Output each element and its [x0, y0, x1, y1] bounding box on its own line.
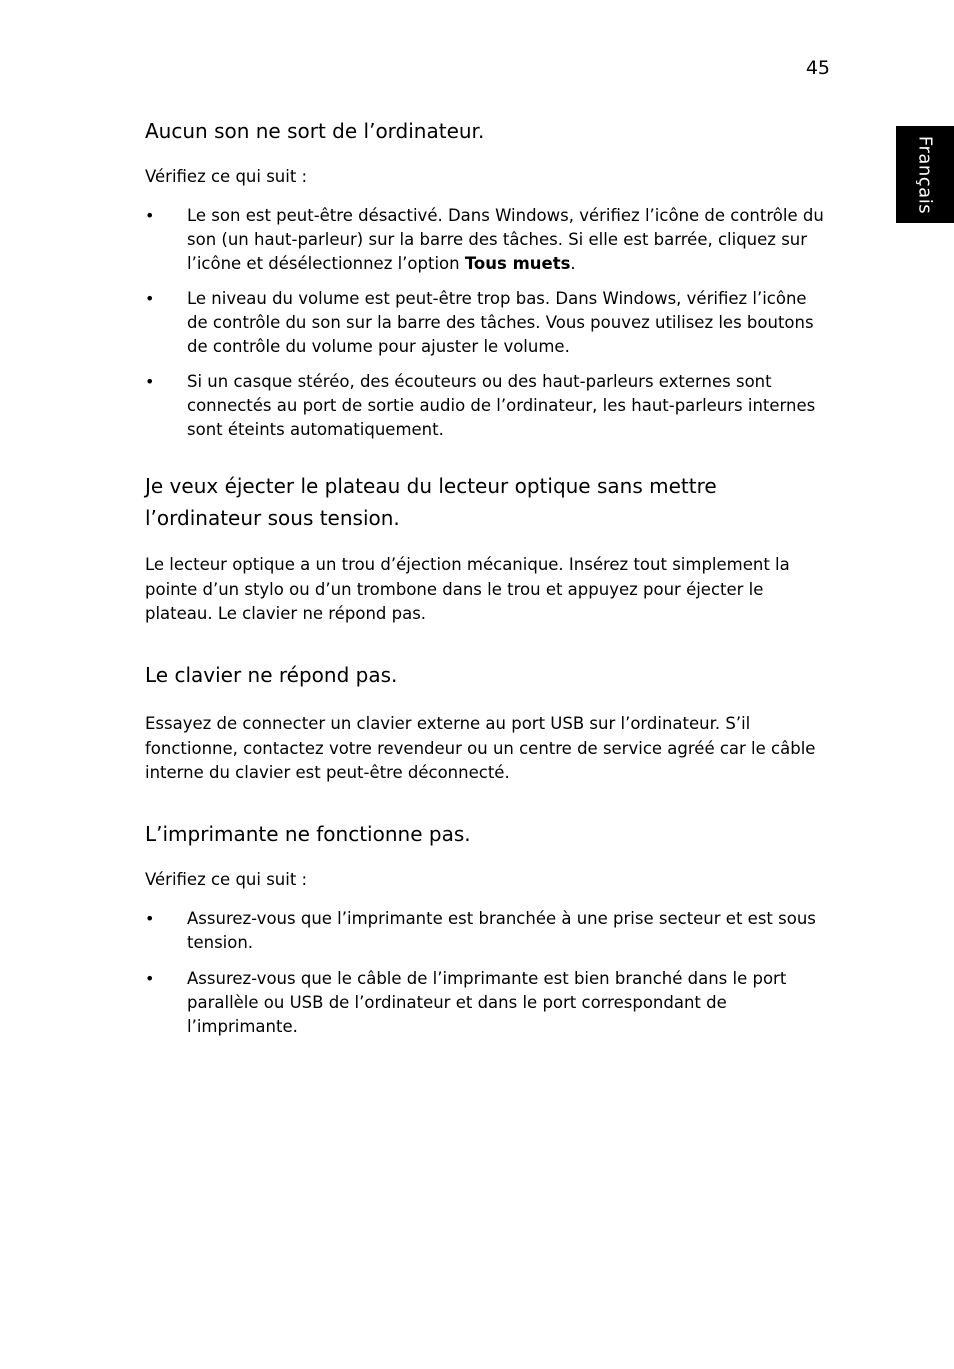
list-item-text: Assurez-vous que le câble de l’imprimante est bien branché dans le port parallèle ou USB de l’ordinateur et dans le port correspondant de l’imprimante. — [187, 969, 787, 1036]
page-number: 45 — [805, 57, 830, 79]
section-heading-no-sound: Aucun son ne sort de l’ordinateur. — [145, 119, 485, 143]
bullet-icon: • — [145, 372, 155, 391]
language-tab — [896, 126, 954, 223]
language-tab-label: Français — [914, 135, 936, 214]
list-item-text: Le niveau du volume est peut-être trop bas. Dans Windows, vérifiez l’icône de contrôle du son sur la barre des tâches. Vous pouvez utilisez les boutons de contrôle du volume pour ajuster le volume. — [187, 289, 814, 356]
list-item-text: Le son est peut-être désactivé. Dans Windows, vérifiez l’icône de contrôle du son (un haut-parleur) sur la barre des tâches. Si elle est barrée, cliquez sur l’icône et désélectionnez l’option Tous muets. — [187, 206, 824, 273]
list-item-text: Assurez-vous que l’imprimante est branchée à une prise secteur et est sous tension. — [187, 909, 816, 952]
section-intro: Vérifiez ce qui suit : — [145, 870, 308, 889]
section-heading-printer: L’imprimante ne fonctionne pas. — [145, 822, 471, 846]
section-intro: Vérifiez ce qui suit : — [145, 167, 308, 186]
section-heading-keyboard: Le clavier ne répond pas. — [145, 663, 398, 687]
list-item-text: Si un casque stéréo, des écouteurs ou des haut-parleurs externes sont connectés au port de sortie audio de l’ordinateur, les haut-parleurs internes sont éteints automatiquement. — [187, 372, 816, 439]
section-body: Essayez de connecter un clavier externe au port USB sur l’ordinateur. S’il fonctionne, contactez votre revendeur ou un centre de service agréé car le câble interne du clavier est peut-être déconnecté. — [145, 714, 816, 782]
bullet-icon: • — [145, 969, 155, 988]
option-name: Tous muets — [464, 253, 571, 273]
bullet-icon: • — [145, 909, 155, 928]
bullet-icon: • — [145, 206, 155, 225]
bullet-icon: • — [145, 289, 155, 308]
section-body: Le lecteur optique a un trou d’éjection mécanique. Insérez tout simplement la pointe d’un stylo ou d’un trombone dans le trou et appuyez pour éjecter le plateau. Le clavier ne répond pas. — [145, 555, 790, 623]
section-heading-eject-tray: Je veux éjecter le plateau du lecteur optique sans mettre l’ordinateur sous tension. — [145, 474, 717, 530]
